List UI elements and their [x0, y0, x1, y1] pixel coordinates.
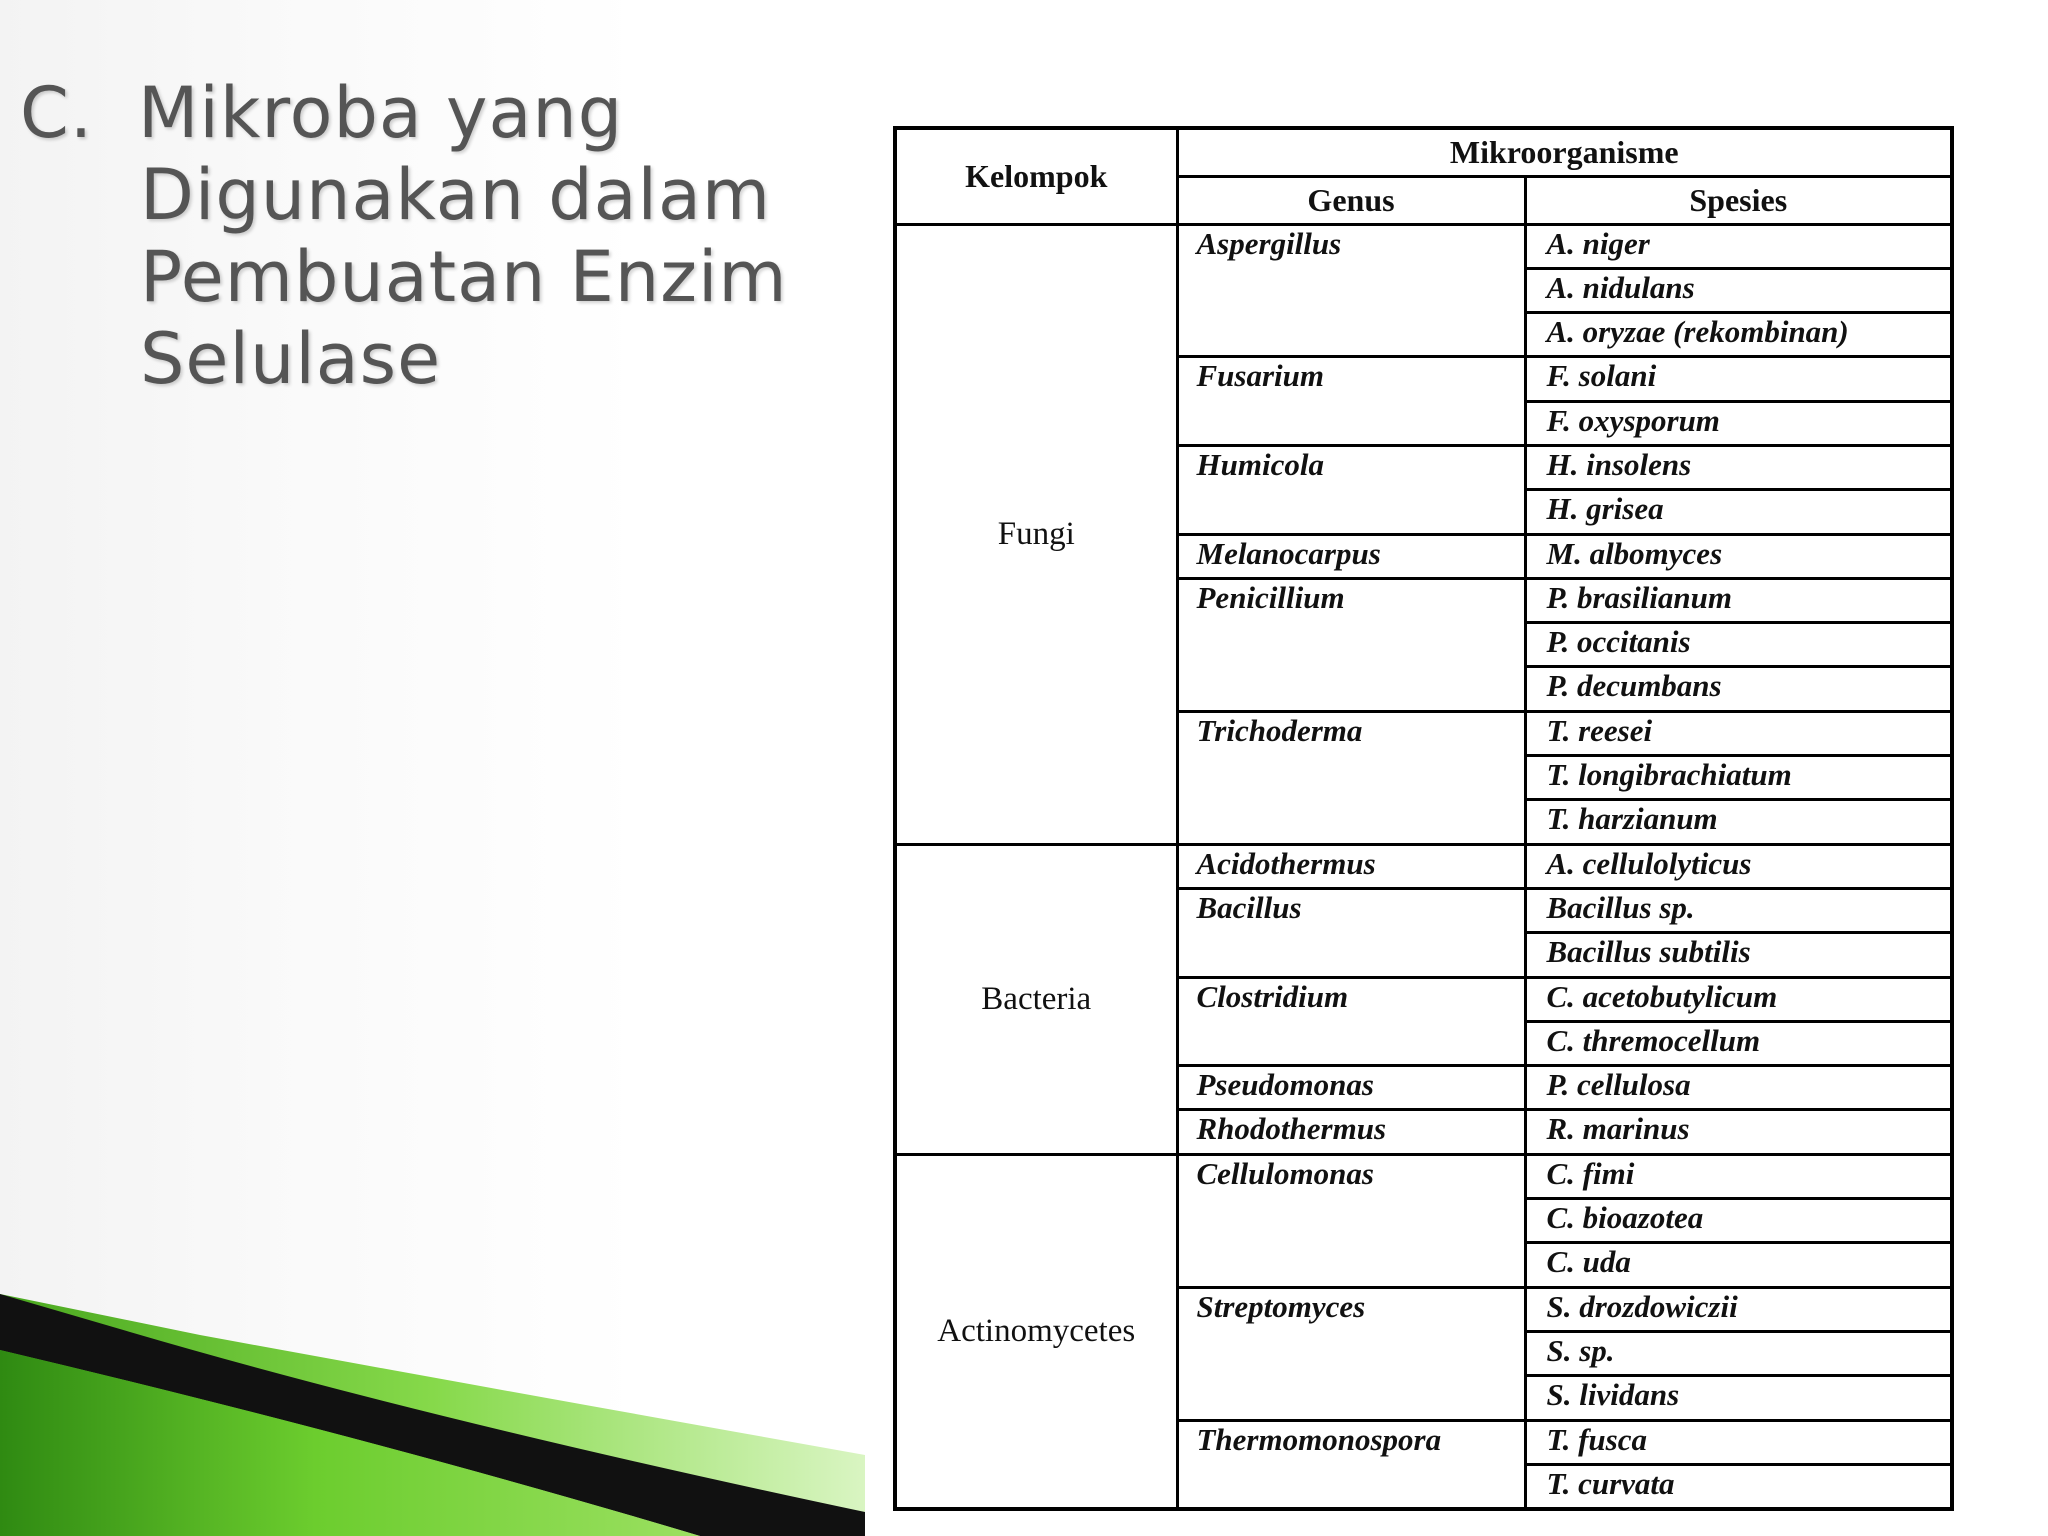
species-cell: Bacillus subtilis — [1525, 933, 1952, 977]
species-cell: P. occitanis — [1525, 623, 1952, 667]
species-cell: C. uda — [1525, 1243, 1952, 1287]
genus-cell: Rhodothermus — [1177, 1110, 1525, 1154]
header-spesies: Spesies — [1525, 176, 1952, 224]
genus-cell: Penicillium — [1177, 578, 1525, 711]
species-cell: P. brasilianum — [1525, 578, 1952, 622]
species-cell: T. curvata — [1525, 1464, 1952, 1508]
species-cell: C. acetobutylicum — [1525, 977, 1952, 1021]
microbe-table-body — [895, 224, 1952, 1509]
group-cell: Fungi — [895, 224, 1177, 844]
genus-cell: Clostridium — [1177, 977, 1525, 1066]
title-line-4: Selulase — [140, 318, 442, 400]
title-prefix: C. — [20, 72, 94, 154]
species-cell: C. thremocellum — [1525, 1021, 1952, 1065]
species-cell: S. drozdowiczii — [1525, 1287, 1952, 1331]
microbe-table — [893, 126, 1954, 1511]
species-cell: F. solani — [1525, 357, 1952, 401]
genus-cell: Streptomyces — [1177, 1287, 1525, 1420]
genus-cell: Fusarium — [1177, 357, 1525, 446]
header-mikroorganisme: Mikroorganisme — [1177, 128, 1952, 176]
species-cell: Bacillus sp. — [1525, 888, 1952, 932]
species-cell: C. fimi — [1525, 1154, 1952, 1198]
species-cell: C. bioazotea — [1525, 1199, 1952, 1243]
microbe-table-container — [893, 126, 1954, 1511]
species-cell: T. harzianum — [1525, 800, 1952, 844]
genus-cell: Thermomonospora — [1177, 1420, 1525, 1509]
species-cell: H. grisea — [1525, 490, 1952, 534]
species-cell: S. lividans — [1525, 1376, 1952, 1420]
species-cell: T. fusca — [1525, 1420, 1952, 1464]
title-line-2: Digunakan dalam — [140, 154, 772, 236]
genus-cell: Acidothermus — [1177, 844, 1525, 888]
species-cell: R. marinus — [1525, 1110, 1952, 1154]
genus-cell: Humicola — [1177, 445, 1525, 534]
species-cell: A. nidulans — [1525, 268, 1952, 312]
title-line-1: Mikroba yang — [138, 72, 624, 154]
slide-title — [20, 72, 840, 400]
table-row — [895, 224, 1952, 268]
species-cell: S. sp. — [1525, 1331, 1952, 1375]
genus-cell: Cellulomonas — [1177, 1154, 1525, 1287]
species-cell: A. cellulolyticus — [1525, 844, 1952, 888]
species-cell: A. niger — [1525, 224, 1952, 268]
green-swoosh-decoration — [0, 1280, 865, 1536]
species-cell: A. oryzae (rekombinan) — [1525, 313, 1952, 357]
species-cell: F. oxysporum — [1525, 401, 1952, 445]
species-cell: P. decumbans — [1525, 667, 1952, 711]
group-cell: Actinomycetes — [895, 1154, 1177, 1508]
group-cell: Bacteria — [895, 844, 1177, 1154]
genus-cell: Aspergillus — [1177, 224, 1525, 357]
table-row — [895, 1154, 1952, 1198]
species-cell: P. cellulosa — [1525, 1066, 1952, 1110]
species-cell: T. reesei — [1525, 711, 1952, 755]
species-cell: T. longibrachiatum — [1525, 756, 1952, 800]
header-genus: Genus — [1177, 176, 1525, 224]
species-cell: M. albomyces — [1525, 534, 1952, 578]
genus-cell: Melanocarpus — [1177, 534, 1525, 578]
table-row — [895, 844, 1952, 888]
genus-cell: Bacillus — [1177, 888, 1525, 977]
genus-cell: Pseudomonas — [1177, 1066, 1525, 1110]
species-cell: H. insolens — [1525, 445, 1952, 489]
title-line-3: Pembuatan Enzim — [140, 236, 788, 318]
header-kelompok: Kelompok — [895, 128, 1177, 224]
genus-cell: Trichoderma — [1177, 711, 1525, 844]
